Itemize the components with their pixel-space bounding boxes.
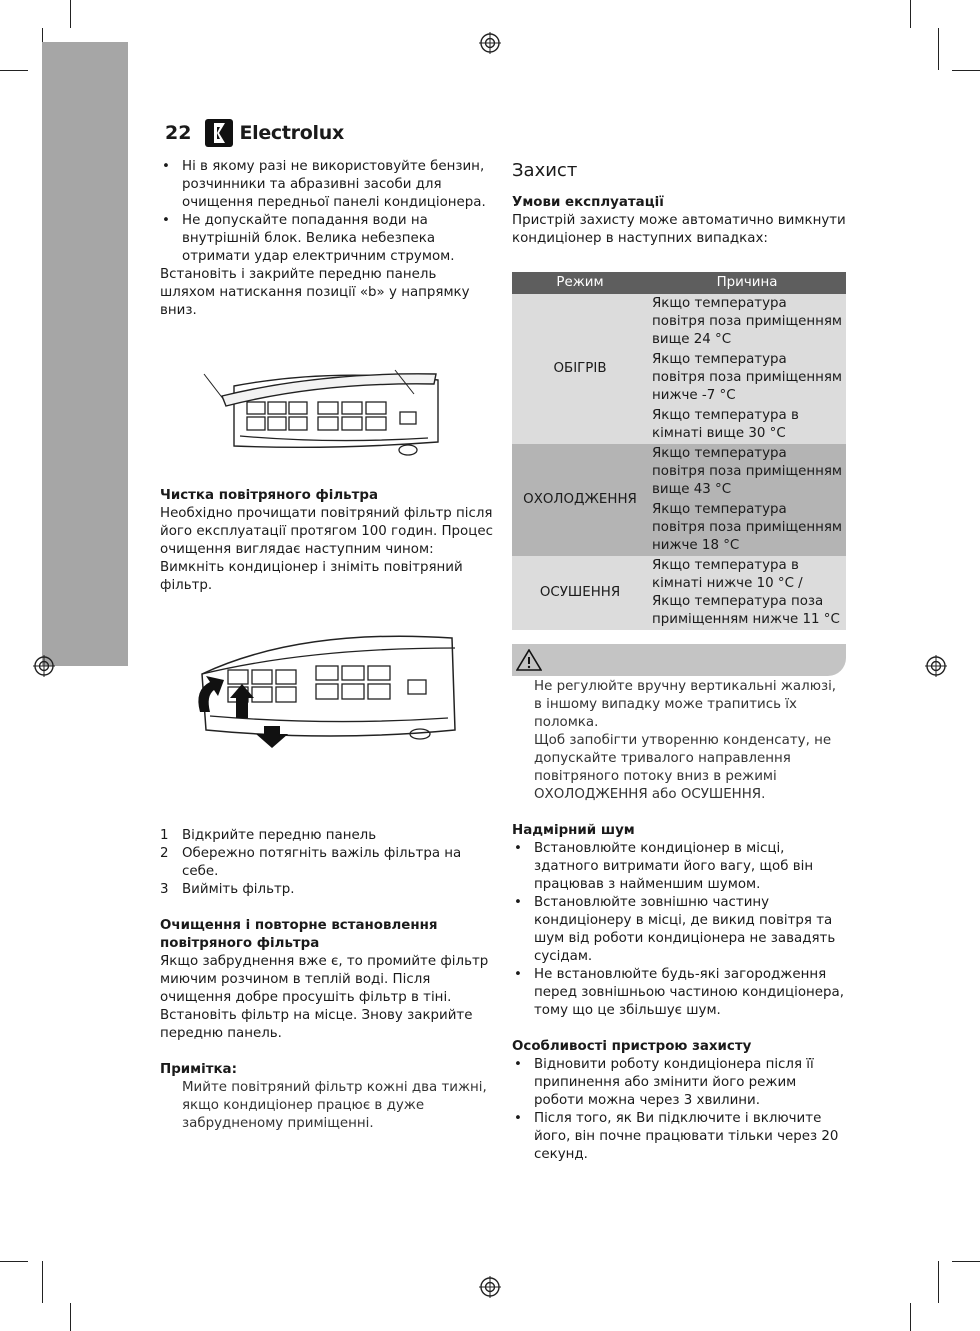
noise-heading: Надмірний шум — [512, 823, 635, 838]
mode-cell: ОСУШЕННЯ — [512, 556, 648, 630]
cleaning-paragraph: Якщо забруднення вже є, то промийте фільтр миючим розчином в теплій воді. Після очищення добре просушіть фільтр в тіні. Встановіть фільтр на місце. Знову закрийте передню панель. — [160, 954, 489, 1041]
table-header: Причина — [648, 272, 846, 294]
table-row — [512, 294, 846, 444]
list-item: 3 Вийміть фільтр. — [160, 882, 295, 897]
crop-mark — [70, 1303, 71, 1331]
table-header: Режим — [512, 272, 648, 294]
reason-cell: Якщо температура в кімнаті нижче 10 °C / Якщо температура поза приміщенням нижче 11 °C — [648, 556, 846, 630]
filter-removal-illustration — [180, 634, 465, 752]
mode-cell: ОБІГРІВ — [512, 294, 648, 444]
right-column — [512, 158, 848, 1164]
note-text: Мийте повітряний фільтр кожні два тижні, якщо кондиціонер працює в дуже забрудненому приміщенні. — [182, 1080, 487, 1131]
list-item: • Відновити роботу кондиціонера після її припинення або змінити його режим роботи можна через 3 хвилини. — [512, 1056, 848, 1110]
crop-mark — [938, 28, 939, 70]
crop-mark — [952, 1261, 980, 1262]
crop-mark — [938, 1261, 939, 1303]
list-item: • Після того, як Ви підключите і включите його, він почне працювати тільки через 20 секунд. — [512, 1110, 848, 1164]
side-band — [42, 42, 128, 666]
list-item: • Не допускайте попадання води на внутрішній блок. Велика небезпека отримати удар електричним струмом. — [160, 212, 495, 266]
crop-mark — [0, 70, 28, 71]
registration-mark-icon — [479, 1276, 501, 1298]
note-heading: Примітка: — [160, 1062, 237, 1077]
warning-text: Не регулюйте вручну вертикальні жалюзі, в іншому випадку може трапитись їх поломка. — [534, 679, 837, 730]
crop-mark — [0, 1261, 28, 1262]
table-row — [512, 444, 846, 556]
cleaning-heading: Очищення і повторне встановлення повітряного фільтра — [160, 918, 438, 951]
warning-bar — [512, 644, 846, 676]
intro-paragraph: Встановіть і закрийте передню панель шляхом натискання позиції «b» у напрямку вниз. — [160, 267, 470, 318]
conditions-paragraph: Пристрій захисту може автоматично вимкнути кондиціонер в наступних випадках: — [512, 213, 846, 246]
features-bullets — [512, 1056, 848, 1164]
protection-table — [512, 272, 846, 630]
list-item: • Не встановлюйте будь-які загородження перед зовнішньою частиною кондиціонера, тому що це збільшує шум. — [512, 966, 848, 1020]
page-header — [165, 118, 344, 148]
brand-logo — [205, 119, 343, 147]
list-item: • Встановлюйте кондиціонер в місці, здатного витримати його вагу, щоб він працював з найменшим шумом. — [512, 840, 848, 894]
reason-cell: Якщо температура повітря поза приміщенням вище 24 °C Якщо температура повітря поза приміщенням нижче -7 °C Якщо температура в кімнаті вище 30 °C — [648, 294, 846, 444]
mode-cell: ОХОЛОДЖЕННЯ — [512, 444, 648, 556]
crop-mark — [910, 1303, 911, 1331]
list-item: • Ні в якому разі не використовуйте бензин, розчинники та абразивні засоби для очищення передньої панелі кондиціонера. — [160, 158, 495, 212]
steps-list — [160, 827, 495, 899]
filter-paragraph: Необхідно прочищати повітряний фільтр після його експлуатації протягом 100 годин. Процес очищення виглядає наступним чином: Вимкніть кондиціонер і зніміть повітряний фільтр. — [160, 506, 493, 593]
registration-mark-icon — [479, 32, 501, 54]
filter-heading: Чистка повітряного фільтра — [160, 488, 378, 503]
registration-mark-icon — [33, 655, 55, 677]
crop-mark — [952, 70, 980, 71]
crop-mark — [42, 1261, 43, 1303]
list-item: 1 Відкрийте передню панель — [160, 828, 377, 843]
ac-open-panel-illustration — [200, 368, 450, 460]
intro-bullets — [160, 158, 495, 266]
conditions-heading: Умови експлуатації — [512, 195, 664, 210]
warning-icon — [516, 649, 542, 671]
list-item: 2 Обережно потягніть важіль фільтра на себе. — [160, 846, 462, 879]
reason-cell: Якщо температура повітря поза приміщенням вище 43 °C Якщо температура повітря поза приміщенням нижче 18 °C — [648, 444, 846, 556]
crop-mark — [910, 0, 911, 28]
brand-name: Electrolux — [239, 122, 344, 144]
list-item: • Встановлюйте зовнішню частину кондиціонеру в місці, де викид повітря та шум від роботи кондиціонера не завадять сусідам. — [512, 894, 848, 966]
noise-bullets — [512, 840, 848, 1020]
features-heading: Особливості пристрою захисту — [512, 1039, 752, 1054]
warning-text: Щоб запобігти утворенню конденсату, не допускайте тривалого направлення повітряного потоку вниз в режимі ОХОЛОДЖЕННЯ або ОСУШЕННЯ. — [534, 733, 832, 802]
table-row — [512, 556, 846, 630]
electrolux-logo-icon — [205, 119, 233, 147]
section-title: Захист — [512, 160, 578, 181]
crop-mark — [70, 0, 71, 28]
registration-mark-icon — [925, 655, 947, 677]
page-number: 22 — [165, 122, 192, 144]
